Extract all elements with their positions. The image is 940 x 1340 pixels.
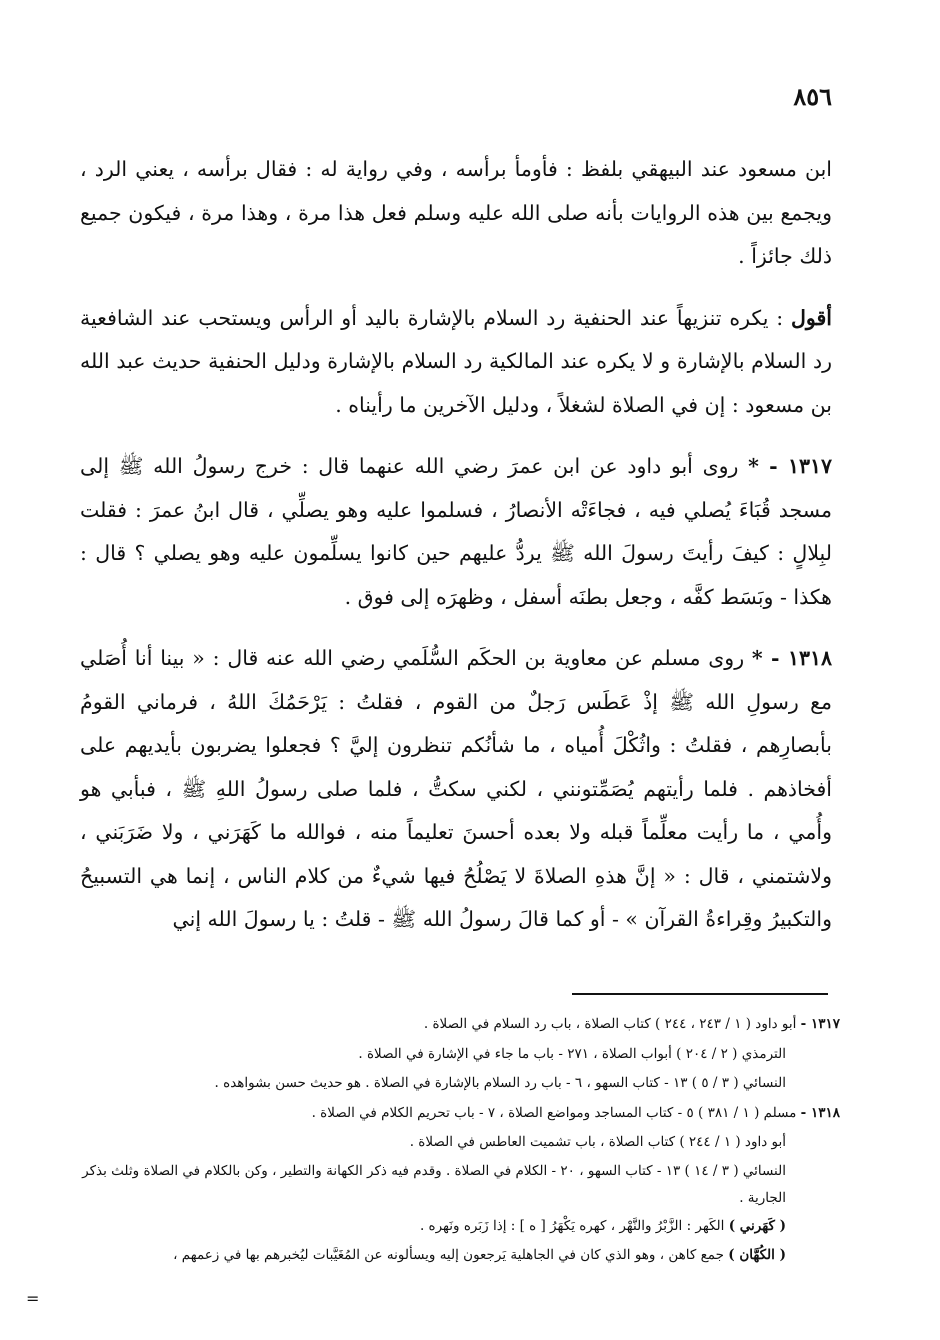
paragraph-text: ابن مسعود عند البيهقي بلفظ : فأومأ برأسه ، وفي رواية له : فقال برأسه ، يعني الرد ، ويجمع بين هذه الروايات بأنه صلى الله عليه وسلم فعل هذا مرة ، وهذا مرة ، فيكون جميع ذلك جائزاً .	[80, 157, 832, 268]
footnote-text: جمع كاهن ، وهو الذي كان في الجاهلية يَرجعون إليه ويسألونه عن المُغَيَّبات ليُخبرهم بها في زعمهم ،	[173, 1247, 729, 1263]
footnotes	[80, 1010, 840, 1271]
footnote-divider	[572, 993, 828, 995]
footnote-line	[80, 1099, 840, 1129]
paragraph-1	[80, 148, 832, 279]
footnote-line	[80, 1128, 840, 1158]
hadith-1317	[80, 445, 832, 619]
paragraph-lead: أقول	[791, 305, 832, 330]
hadith-text: روى أبو داود عن ابن عمرَ رضي الله عنهما قال : خرج رسولُ الله ﷺ إلى مسجد قُبَاءَ يُصلي فيه ، فجاءَتْه الأنصارُ ، فسلموا عليه وهو يصلِّي ، قال ابنُ عمرَ : فقلت لبِلالٍ : كيفَ رأيتَ رسولَ الله ﷺ يردُّ عليهم حين كانوا يسلِّمون عليه وهو يصلي ؟ قال : هكذا - وبَسَط كفَّه ، وجعل بطنَه أسفل ، وظهرَه إلى فوق .	[80, 454, 832, 609]
footnote-term: ( كَهَرني )	[728, 1217, 786, 1234]
main-text	[80, 148, 832, 960]
footnote-number: ١٣١٧ -	[800, 1016, 840, 1032]
margin-mark: =	[26, 1289, 40, 1308]
footnote-text: مسلم ( ١ / ٣٨١ ) ٥ - كتاب المساجد ومواضع الصلاة ، ٧ - باب تحريم الكلام في الصلاة .	[311, 1104, 801, 1121]
footnote-line	[80, 1158, 840, 1212]
hadith-number: ١٣١٨ - *	[751, 646, 832, 670]
hadith-number: ١٣١٧ - *	[748, 454, 832, 478]
paragraph-text: : يكره تنزيهاً عند الحنفية رد السلام بالإشارة باليد أو الرأس ويستحب عند الشافعية رد السلام بالإشارة و لا يكره عند المالكية رد السلام بالإشارة ودليل الحنفية حديث عبد الله بن مسعود : إن في الصلاة لشغلاً ، ودليل الآخرين ما رأيناه .	[80, 305, 832, 417]
page-number: ٨٥٦	[793, 82, 832, 111]
footnote-text: النسائي ( ٣ / ٥ ) ١٣ - كتاب السهو ، ٦ - باب رد السلام بالإشارة في الصلاة . هو حديث حسن بشواهده .	[214, 1075, 786, 1091]
footnote-line	[80, 1069, 840, 1099]
footnote-text: أبو داود ( ١ / ٢٤٣ ، ٢٤٤ ) كتاب الصلاة ، باب رد السلام في الصلاة .	[423, 1016, 801, 1032]
footnote-text: الترمذي ( ٢ / ٢٠٤ ) أبواب الصلاة ، ٢٧١ - باب ما جاء في الإشارة في الصلاة .	[358, 1045, 786, 1062]
footnote-text: النسائي ( ٣ / ١٤ ) ١٣ - كتاب السهو ، ٢٠ - الكلام في الصلاة . وقدم فيه ذكر الكهانة والتطير ، وكن بالكلام في الصلاة وثلث بذكر الجارية .	[82, 1162, 786, 1206]
footnote-text: الكَهر : الزَّبْرُ والنَّهْر ، كهره يَكْهَرُ [ ه ] : إذا زَبَره ونَهره .	[419, 1217, 729, 1234]
hadith-text: روى مسلم عن معاوية بن الحكَم السُّلَمي رضي الله عنه قال : « بينا أنا أُصَلي مع رسولِ الله ﷺ إذْ عَطَس رَجلٌ من القوم ، فقلتُ : يَرْحَمُكَ اللهُ ، فرماني القومُ بأبصارِهم ، فقلتُ : واثُكْلَ أُمياه ، ما شأنُكم تنظرون إليَّ ؟ فجعلوا يضربون بأيديهم على أفخاذهم . فلما رأيتهم يُصَمِّتونني ، لكني سكتُّ ، فلما صلى رسولُ اللهِ ﷺ ، فبأبي هو وأُمي ، ما رأيت معلِّماً قبله ولا بعده أحسنَ تعليماً منه ، فوالله ما كَهَرَني ، ولا ضَرَبَني ، ولاشتمني ، قال : « إنَّ هذهِ الصلاةَ لا يَصْلُحُ فيها شيءٌ من كلام الناس ، إنما هي التسبيحُ والتكبيرُ وقِراءةُ القرآن » - أو كما قالَ رسولُ الله ﷺ - قلتُ : يا رسولَ الله إني	[80, 646, 832, 931]
footnote-text: أبو داود ( ١ / ٢٤٤ ) كتاب الصلاة ، باب تشميت العاطس في الصلاة .	[409, 1134, 786, 1150]
footnote-line	[80, 1241, 840, 1271]
hadith-1318	[80, 637, 832, 942]
footnote-line	[80, 1040, 840, 1070]
footnote-term: ( الكُهَّان )	[728, 1247, 786, 1263]
footnote-line	[80, 1212, 840, 1242]
footnote-number: ١٣١٨ -	[800, 1104, 840, 1121]
footnote-line	[80, 1010, 840, 1040]
paragraph-2	[80, 297, 832, 428]
